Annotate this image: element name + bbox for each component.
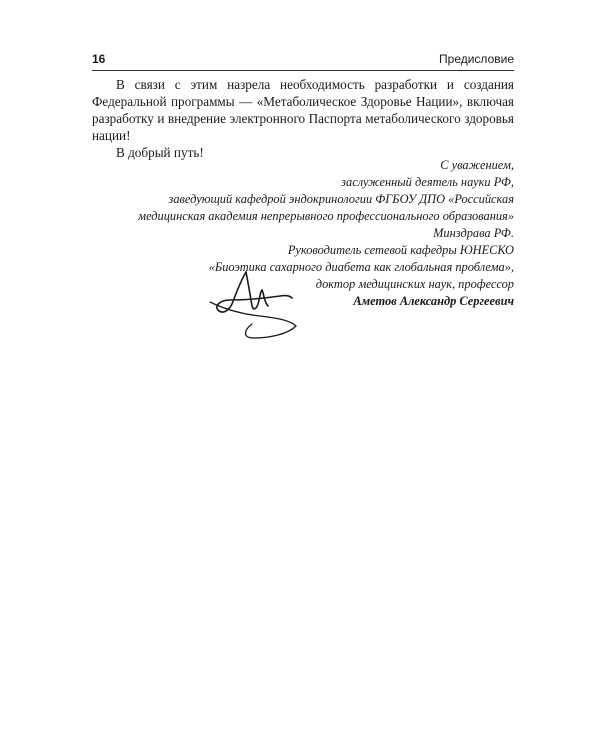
author-name: Аметов Александр Сергеевич: [353, 294, 514, 308]
signoff-block: [92, 157, 514, 310]
paragraph-wish: В добрый путь!: [116, 145, 204, 160]
signoff-line: заведующий кафедрой эндокринологии ФГБОУ ДПО «Российская: [168, 192, 514, 206]
signoff-line: медицинская академия непрерывного профессионального образования»: [138, 209, 514, 223]
page-number: 16: [92, 52, 106, 66]
paragraph-main: В связи с этим назрела необходимость разработки и создания Федеральной программы — «Метаболическое Здоровье Нации», включая разработку и внедрение электронного Паспорта метаболического здоровья нации!: [92, 77, 514, 143]
signoff-line: доктор медицинских наук, профессор: [315, 277, 514, 291]
page-header: [92, 50, 514, 71]
handwritten-signature: [206, 268, 298, 340]
signoff-line: заслуженный деятель науки РФ,: [341, 175, 514, 189]
signoff-line: «Биоэтика сахарного диабета как глобальная проблема»,: [208, 260, 514, 274]
signoff-line: С уважением,: [440, 158, 514, 172]
running-title: Предисловие: [439, 52, 514, 66]
signoff-line: Руководитель сетевой кафедры ЮНЕСКО: [287, 243, 514, 257]
body-text: [92, 76, 514, 161]
signoff-line: Минздрава РФ.: [433, 226, 514, 240]
